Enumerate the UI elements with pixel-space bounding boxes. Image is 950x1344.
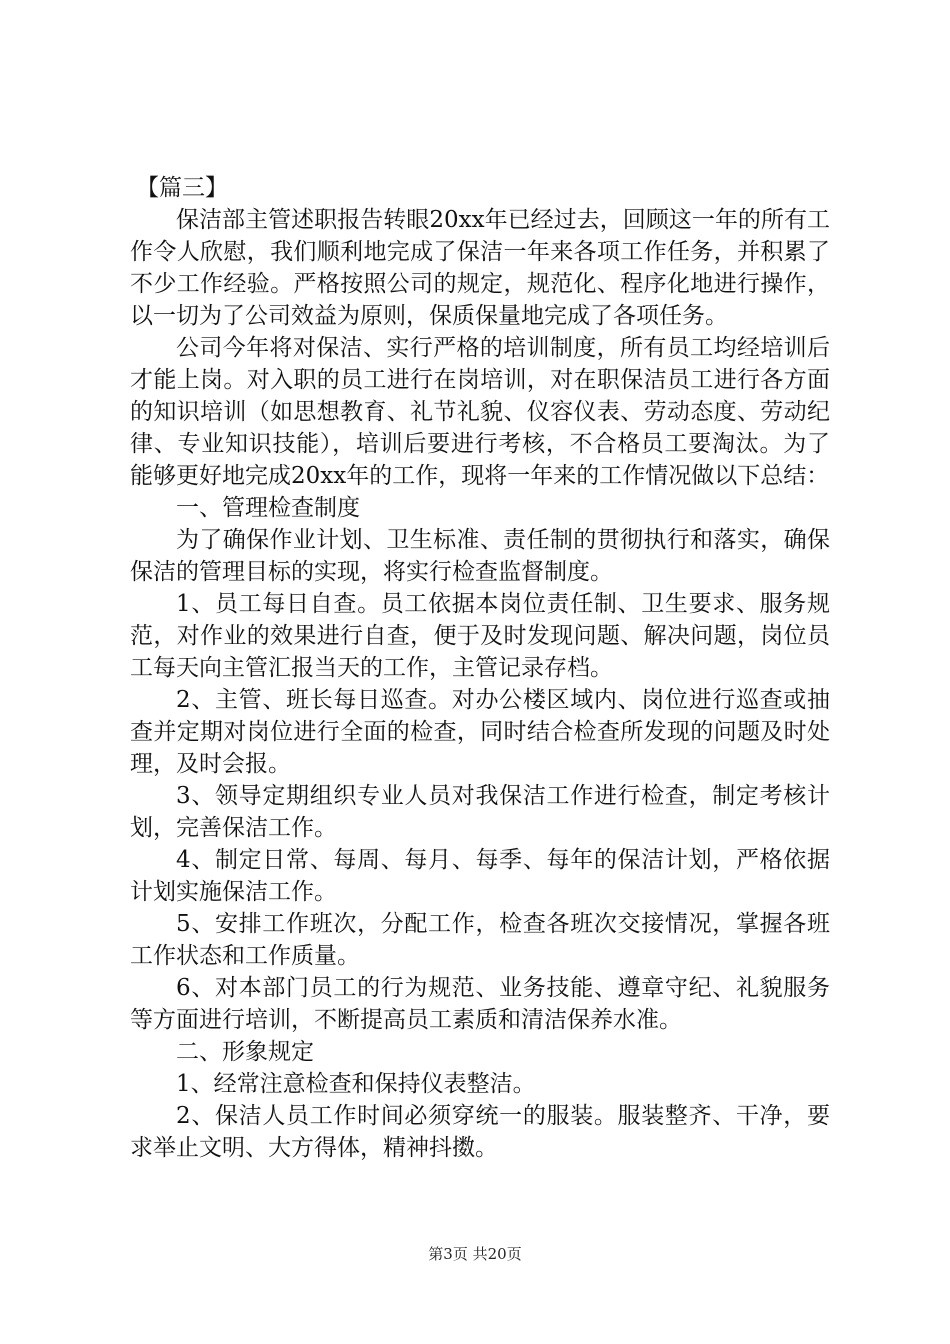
section-title: 一、管理检查制度: [176, 495, 360, 521]
list-item: 1、员工每日自查。员工依据本岗位责任制、卫生要求、服务规范，对作业的效果进行自查，便于及时发现问题、解决问题，岗位员工每天向主管汇报当天的工作，主管记录存档。: [130, 591, 830, 681]
section-intro: 为了确保作业计划、卫生标准、责任制的贯彻执行和落实，确保保洁的管理目标的实现，将实行检查监督制度。: [130, 527, 830, 585]
list-item: 1、经常注意检查和保持仪表整洁。: [176, 1071, 536, 1097]
list-item: 6、对本部门员工的行为规范、业务技能、遵章守纪、礼貌服务等方面进行培训，不断提高员工素质和清洁保养水准。: [130, 975, 830, 1033]
list-item: 5、安排工作班次，分配工作，检查各班次交接情况，掌握各班工作状态和工作质量。: [130, 911, 830, 969]
page-number-footer: 第3页 共20页: [428, 1245, 522, 1263]
list-item: 4、制定日常、每周、每月、每季、每年的保洁计划，严格依据计划实施保洁工作。: [130, 847, 830, 905]
list-item: 3、领导定期组织专业人员对我保洁工作进行检查，制定考核计划，完善保洁工作。: [130, 783, 830, 841]
document-body: [130, 172, 830, 1164]
chapter-heading: 【篇三】: [136, 175, 228, 201]
paragraph: 公司今年将对保洁、实行严格的培训制度，所有员工均经培训后才能上岗。对入职的员工进行在岗培训，对在职保洁员工进行各方面的知识培训（如思想教育、礼节礼貌、仪容仪表、劳动态度、劳动纪律、专业知识技能），培训后要进行考核，不合格员工要淘汰。为了能够更好地完成20xx年的工作，现将一年来的工作情况做以下总结：: [130, 335, 830, 489]
paragraph: 保洁部主管述职报告转眼20xx年已经过去，回顾这一年的所有工作令人欣慰，我们顺利地完成了保洁一年来各项工作任务，并积累了不少工作经验。严格按照公司的规定，规范化、程序化地进行操作，以一切为了公司效益为原则，保质保量地完成了各项任务。: [130, 207, 830, 329]
list-item: 2、主管、班长每日巡查。对办公楼区域内、岗位进行巡查或抽查并定期对岗位进行全面的检查，同时结合检查所发现的问题及时处理，及时会报。: [130, 687, 830, 777]
section-title: 二、形象规定: [176, 1039, 314, 1065]
list-item: 2、保洁人员工作时间必须穿统一的服装。服装整齐、干净，要求举止文明、大方得体，精神抖擞。: [130, 1103, 830, 1161]
